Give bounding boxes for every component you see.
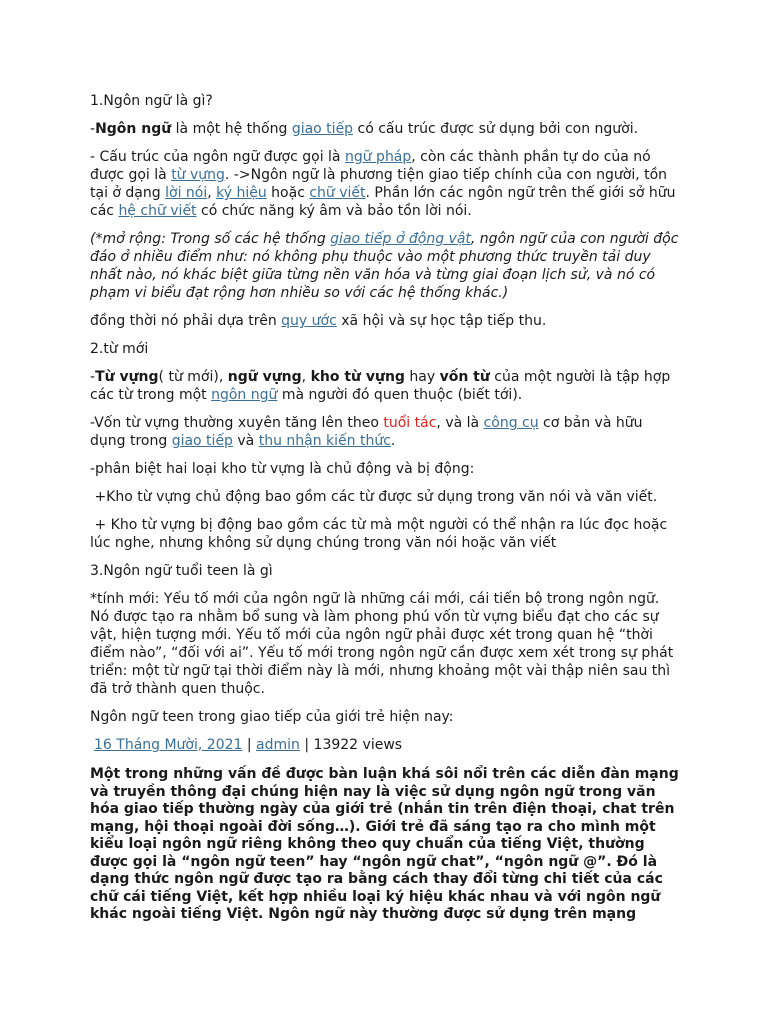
- article-lead-paragraph: Một trong những vấn đề được bàn luận khá sôi nổi trên các diễn đàn mạng và truyền thông đại chúng hiện nay là việc sử dụng ngôn ngữ trong văn hóa giao tiếp thường ngày của giới trẻ (nhắn tin trên điện thoại, chat trên mạng, hội thoại ngoài đời sống…). Giới trẻ đã sáng tạo ra cho mình một kiểu loại ngôn ngữ riêng không theo quy chuẩn của tiếng Việt, thường được gọi là “ngôn ngữ teen” hay “ngôn ngữ chat”, “ngôn ngữ @”. Đó là dạng thức ngôn ngữ được tạo ra bằng cách thay đổi từng chi tiết của các chữ cái tiếng Việt, kết hợp nhiều loại ký hiệu khác nhau và với ngôn ngữ khác ngoài tiếng Việt. Ngôn ngữ này thường được sử dụng trên mạng: [90, 766, 679, 922]
- link-ky-hieu[interactable]: ký hiệu: [216, 185, 267, 201]
- paragraph-distinguish: -phân biệt hai loại kho từ vựng là chủ động và bị động:: [90, 461, 475, 477]
- link-quy-uoc[interactable]: quy ước: [281, 313, 337, 329]
- document-page: [90, 92, 680, 934]
- link-thu-nhan-kien-thuc[interactable]: thu nhận kiến thức: [258, 433, 391, 449]
- paragraph-extension: (*mở rộng: Trong số các hệ thống giao tiếp ở động vật, ngôn ngữ của con người độc đáo ở nhiều điểm như: nó không phụ thuộc vào một phương thức truyền tải duy nhất nào, nó khác biệt giữa từng nền văn hóa và từng giai đoạn lịch sử, và nó có phạm vi biểu đạt rộng hơn nhiều so với các hệ thống khác.): [90, 231, 679, 301]
- link-giao-tiep[interactable]: giao tiếp: [291, 121, 354, 137]
- link-giao-tiep-2[interactable]: giao tiếp: [171, 433, 233, 449]
- post-date-link[interactable]: 16 Tháng Mười, 2021: [94, 737, 243, 753]
- link-giao-tiep-dong-vat[interactable]: giao tiếp ở động vật: [330, 231, 471, 247]
- post-author-link[interactable]: admin: [256, 737, 300, 753]
- link-cong-cu[interactable]: công cụ: [483, 415, 539, 431]
- link-loi-noi[interactable]: lời nói: [165, 185, 208, 201]
- section-heading-2: 2.từ mới: [90, 341, 149, 357]
- post-meta: 16 Tháng Mười, 2021 | admin | 13922 views: [94, 737, 403, 753]
- link-ngu-phap[interactable]: ngữ pháp: [344, 149, 412, 165]
- paragraph-vocabulary: -Từ vựng( từ mới), ngữ vựng, kho từ vựng hay vốn từ của một người là tập hợp các từ trong một ngôn ngữ mà người đó quen thuộc (biết tới).: [90, 369, 671, 403]
- link-ngon-ngu[interactable]: ngôn ngữ: [211, 387, 278, 403]
- paragraph-teen-language: Ngôn ngữ teen trong giao tiếp của giới trẻ hiện nay:: [90, 709, 454, 725]
- highlight-tuoi-tac: tuổi tác: [383, 415, 437, 431]
- paragraph-active-vocab: +Kho từ vựng chủ động bao gồm các từ được sử dụng trong văn nói và văn viết.: [90, 489, 658, 505]
- paragraph-structure: - Cấu trúc của ngôn ngữ được gọi là ngữ pháp, còn các thành phần tự do của nó được gọi là từ vựng. ->Ngôn ngữ là phương tiện giao tiếp chính của con người, tồn tại ở dạng lời nói, ký hiệu hoặc chữ viết. Phần lớn các ngôn ngữ trên thế giới sở hữu các hệ chữ viết có chức năng ký âm và bảo tồn lời nói.: [90, 149, 676, 219]
- link-tu-vung[interactable]: từ vựng: [171, 167, 225, 183]
- link-chu-viet[interactable]: chữ viết: [309, 185, 366, 201]
- section-heading-3: 3.Ngôn ngữ tuổi teen là gì: [90, 563, 273, 579]
- paragraph-passive-vocab: + Kho từ vựng bị động bao gồm các từ mà một người có thể nhận ra lúc đọc hoặc lúc nghe, nhưng không sử dụng chúng trong văn nói hoặc văn viết: [90, 517, 672, 551]
- link-he-chu-viet[interactable]: hệ chữ viết: [118, 203, 197, 219]
- section-heading-1: 1.Ngôn ngữ là gì?: [90, 93, 213, 109]
- paragraph-convention: đồng thời nó phải dựa trên quy ước xã hội và sự học tập tiếp thu.: [90, 313, 547, 329]
- paragraph-definition: -Ngôn ngữ là một hệ thống giao tiếp có cấu trúc được sử dụng bởi con người.: [90, 121, 639, 137]
- paragraph-novelty: *tính mới: Yếu tố mới của ngôn ngữ là những cái mới, cái tiến bộ trong ngôn ngữ. Nó được tạo ra nhằm bổ sung và làm phong phú vốn từ vựng biểu đạt cho các sự vật, hiện tượng mới. Yếu tố mới của ngôn ngữ phải được xét trong quan hệ “thời điểm nào”, “đối với ai”. Yếu tố mới trong ngôn ngữ cần được xem xét trong sự phát triển: một từ ngữ tại thời điểm này là mới, nhưng khoảng một vài thập niên sau thì đã trở thành quen thuộc.: [90, 591, 674, 697]
- view-count: 13922 views: [313, 737, 403, 753]
- term-ngon-ngu: Ngôn ngữ: [95, 121, 172, 137]
- paragraph-vocabulary-growth: -Vốn từ vựng thường xuyên tăng lên theo tuổi tác, và là công cụ cơ bản và hữu dụng trong giao tiếp và thu nhận kiến thức.: [90, 415, 643, 449]
